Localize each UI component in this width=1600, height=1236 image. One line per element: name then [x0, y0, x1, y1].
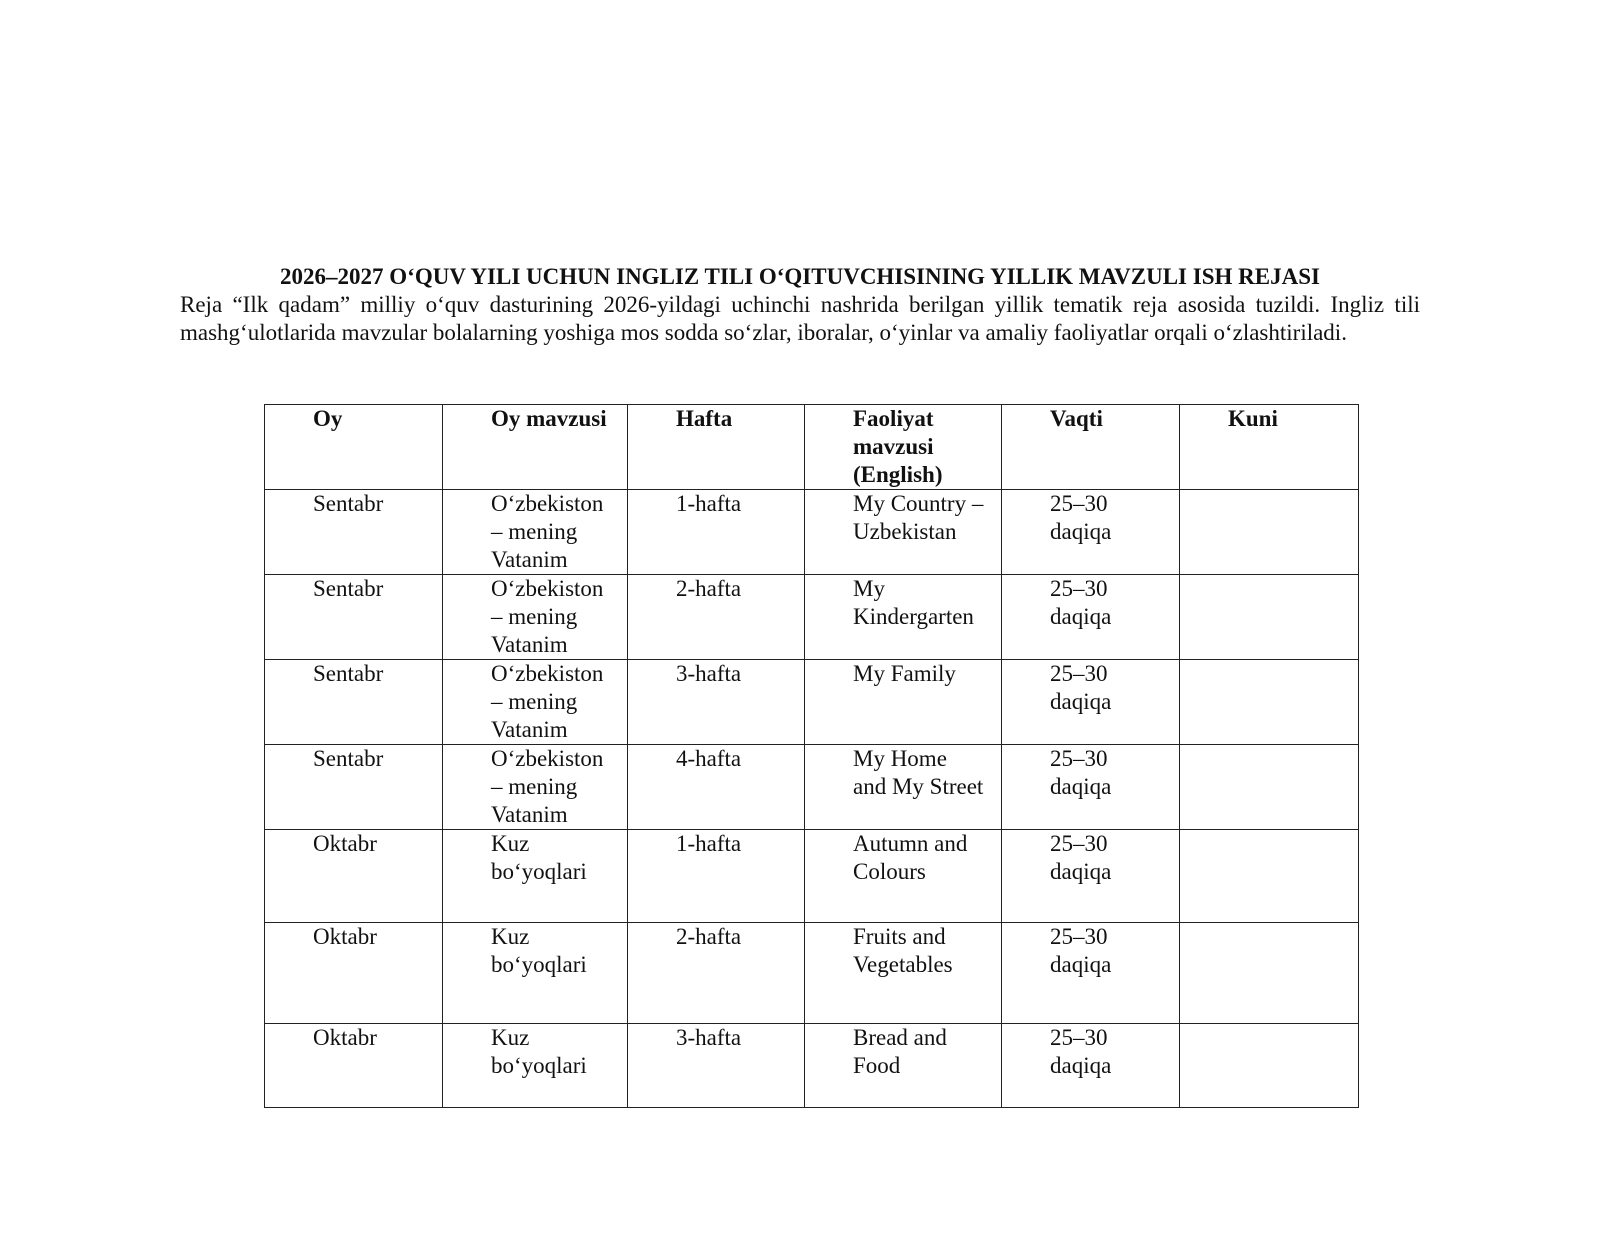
cell-kuni — [1180, 1024, 1359, 1108]
table-row — [265, 745, 1359, 830]
cell-oy-mavzusi — [443, 660, 628, 745]
cell-vaqti — [1002, 830, 1180, 923]
table-body — [265, 490, 1359, 1108]
faoliyat-line-1: Bread and — [853, 1025, 947, 1050]
cell-kuni — [1180, 490, 1359, 575]
mavzu-line-2: bo‘yoqlari — [491, 952, 587, 977]
mavzu-line-2: – mening — [491, 519, 578, 544]
cell-hafta: 2-hafta — [628, 923, 805, 1024]
mavzu-line-1: Kuz — [491, 1025, 530, 1050]
cell-kuni — [1180, 830, 1359, 923]
intro-paragraph: Reja “Ilk qadam” milliy o‘quv dasturining 2026-yildagi uchinchi nashrida berilgan yillik tematik reja asosida tuzildi. Ingliz tili mashg‘ulotlarida mavzular bolalarning yoshiga mos sodda so‘zlar, iboralar, o‘yinlar va amaliy faoliyatlar orqali o‘zlashtiriladi. — [180, 292, 1420, 345]
cell-hafta: 3-hafta — [628, 1024, 805, 1108]
cell-oy: Oktabr — [265, 923, 443, 1024]
cell-faoliyat-mavzusi — [805, 575, 1002, 660]
table-row — [265, 660, 1359, 745]
vaqt-line-2: daqiqa — [1050, 1053, 1112, 1078]
mavzu-line-1: Kuz — [491, 924, 530, 949]
vaqt-line-1: 25–30 — [1050, 491, 1108, 516]
mavzu-line-1: O‘zbekiston — [491, 491, 604, 516]
cell-vaqti — [1002, 923, 1180, 1024]
header-vaqti: Vaqti — [1002, 405, 1180, 490]
cell-oy-mavzusi — [443, 830, 628, 923]
vaqt-line-1: 25–30 — [1050, 746, 1108, 771]
mavzu-line-2: – mening — [491, 689, 578, 714]
cell-kuni — [1180, 575, 1359, 660]
cell-kuni — [1180, 660, 1359, 745]
vaqt-line-2: daqiqa — [1050, 689, 1112, 714]
cell-oy: Sentabr — [265, 490, 443, 575]
faoliyat-line-2: Vegetables — [853, 952, 953, 977]
cell-kuni — [1180, 745, 1359, 830]
mavzu-line-1: O‘zbekiston — [491, 661, 604, 686]
vaqt-line-2: daqiqa — [1050, 774, 1112, 799]
header-hafta: Hafta — [628, 405, 805, 490]
cell-kuni — [1180, 923, 1359, 1024]
mavzu-line-2: – mening — [491, 604, 578, 629]
table-row — [265, 490, 1359, 575]
mavzu-line-2: – mening — [491, 774, 578, 799]
faoliyat-line-2: and My Street — [853, 774, 984, 799]
table-header — [265, 405, 1359, 490]
vaqt-line-1: 25–30 — [1050, 924, 1108, 949]
mavzu-line-2: bo‘yoqlari — [491, 1053, 587, 1078]
vaqt-line-2: daqiqa — [1050, 519, 1112, 544]
cell-oy: Oktabr — [265, 830, 443, 923]
mavzu-line-2: bo‘yoqlari — [491, 859, 587, 884]
cell-hafta: 3-hafta — [628, 660, 805, 745]
cell-faoliyat-mavzusi — [805, 745, 1002, 830]
mavzu-line-1: Kuz — [491, 831, 530, 856]
cell-hafta: 1-hafta — [628, 830, 805, 923]
table-row — [265, 830, 1359, 923]
mavzu-line-3: Vatanim — [491, 547, 568, 572]
page-title: 2026–2027 O‘QUV YILI UCHUN INGLIZ TILI O‘QITUVCHISINING YILLIK MAVZULI ISH REJASI — [280, 264, 1320, 289]
table-row — [265, 575, 1359, 660]
faoliyat-line-1: Fruits and — [853, 924, 946, 949]
header-faoliyat-line-2: mavzusi — [853, 434, 934, 459]
vaqt-line-1: 25–30 — [1050, 576, 1108, 601]
faoliyat-line-1: My Country – — [853, 491, 984, 516]
cell-vaqti — [1002, 745, 1180, 830]
faoliyat-line-2: Food — [853, 1053, 901, 1078]
table-row — [265, 923, 1359, 1024]
vaqt-line-2: daqiqa — [1050, 952, 1112, 977]
cell-oy: Sentabr — [265, 660, 443, 745]
cell-oy-mavzusi — [443, 1024, 628, 1108]
faoliyat-line-2: Colours — [853, 859, 926, 884]
header-kuni: Kuni — [1180, 405, 1359, 490]
cell-faoliyat-mavzusi — [805, 1024, 1002, 1108]
cell-oy: Oktabr — [265, 1024, 443, 1108]
cell-faoliyat-mavzusi — [805, 660, 1002, 745]
cell-vaqti — [1002, 1024, 1180, 1108]
header-faoliyat-line-3: (English) — [853, 462, 943, 487]
cell-oy-mavzusi — [443, 923, 628, 1024]
cell-vaqti — [1002, 660, 1180, 745]
cell-hafta: 1-hafta — [628, 490, 805, 575]
mavzu-line-3: Vatanim — [491, 717, 568, 742]
table-row — [265, 1024, 1359, 1108]
cell-faoliyat-mavzusi — [805, 490, 1002, 575]
header-faoliyat-mavzusi — [805, 405, 1002, 490]
mavzu-line-1: O‘zbekiston — [491, 576, 604, 601]
vaqt-line-1: 25–30 — [1050, 831, 1108, 856]
plan-table — [264, 404, 1359, 1108]
mavzu-line-3: Vatanim — [491, 632, 568, 657]
faoliyat-line-1: My Home — [853, 746, 947, 771]
cell-oy: Sentabr — [265, 575, 443, 660]
cell-oy-mavzusi — [443, 490, 628, 575]
vaqt-line-2: daqiqa — [1050, 859, 1112, 884]
cell-faoliyat-mavzusi — [805, 923, 1002, 1024]
header-faoliyat-line-1: Faoliyat — [853, 406, 934, 431]
header-oy-mavzusi: Oy mavzusi — [443, 405, 628, 490]
cell-hafta: 2-hafta — [628, 575, 805, 660]
cell-vaqti — [1002, 575, 1180, 660]
vaqt-line-1: 25–30 — [1050, 661, 1108, 686]
faoliyat-line-1: My — [853, 576, 885, 601]
cell-vaqti — [1002, 490, 1180, 575]
faoliyat-line-2: Uzbekistan — [853, 519, 957, 544]
cell-oy: Sentabr — [265, 745, 443, 830]
faoliyat-line-1: Autumn and — [853, 831, 968, 856]
cell-oy-mavzusi — [443, 575, 628, 660]
mavzu-line-3: Vatanim — [491, 802, 568, 827]
header-row — [265, 405, 1359, 490]
vaqt-line-1: 25–30 — [1050, 1025, 1108, 1050]
cell-oy-mavzusi — [443, 745, 628, 830]
faoliyat-line-2: Kindergarten — [853, 604, 974, 629]
cell-faoliyat-mavzusi — [805, 830, 1002, 923]
mavzu-line-1: O‘zbekiston — [491, 746, 604, 771]
faoliyat-line-1: My Family — [853, 661, 956, 686]
header-oy: Oy — [265, 405, 443, 490]
cell-hafta: 4-hafta — [628, 745, 805, 830]
vaqt-line-2: daqiqa — [1050, 604, 1112, 629]
